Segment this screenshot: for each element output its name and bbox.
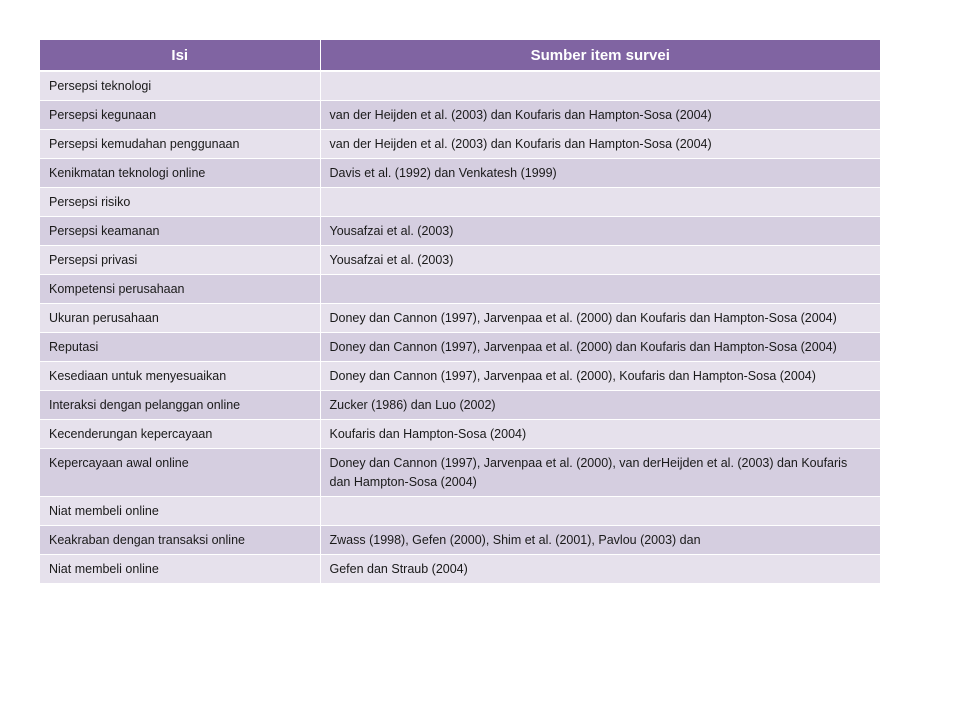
table-row — [40, 526, 880, 555]
cell-isi: Reputasi — [40, 333, 320, 362]
table-row — [40, 217, 880, 246]
table-row — [40, 497, 880, 526]
table-row — [40, 391, 880, 420]
cell-sumber: Zucker (1986) dan Luo (2002) — [320, 391, 880, 420]
cell-isi: Persepsi risiko — [40, 188, 320, 217]
table-row — [40, 101, 880, 130]
table-header-row — [40, 40, 880, 71]
cell-sumber — [320, 497, 880, 526]
table-row — [40, 159, 880, 188]
cell-sumber: Yousafzai et al. (2003) — [320, 246, 880, 275]
cell-sumber: Gefen dan Straub (2004) — [320, 555, 880, 584]
table-row — [40, 420, 880, 449]
cell-isi: Persepsi keamanan — [40, 217, 320, 246]
cell-sumber: van der Heijden et al. (2003) dan Koufaris dan Hampton-Sosa (2004) — [320, 130, 880, 159]
cell-sumber: Zwass (1998), Gefen (2000), Shim et al. (2001), Pavlou (2003) dan — [320, 526, 880, 555]
cell-isi: Persepsi kegunaan — [40, 101, 320, 130]
cell-isi: Kompetensi perusahaan — [40, 275, 320, 304]
table-row — [40, 362, 880, 391]
cell-isi: Kesediaan untuk menyesuaikan — [40, 362, 320, 391]
cell-isi: Kenikmatan teknologi online — [40, 159, 320, 188]
cell-isi: Niat membeli online — [40, 497, 320, 526]
cell-sumber — [320, 71, 880, 101]
cell-isi: Ukuran perusahaan — [40, 304, 320, 333]
table-row — [40, 71, 880, 101]
cell-isi: Persepsi privasi — [40, 246, 320, 275]
cell-sumber: Davis et al. (1992) dan Venkatesh (1999) — [320, 159, 880, 188]
cell-isi: Persepsi kemudahan penggunaan — [40, 130, 320, 159]
cell-isi: Niat membeli online — [40, 555, 320, 584]
table-row — [40, 188, 880, 217]
table-row — [40, 304, 880, 333]
cell-isi: Keakraban dengan transaksi online — [40, 526, 320, 555]
cell-sumber: Yousafzai et al. (2003) — [320, 217, 880, 246]
cell-sumber: Doney dan Cannon (1997), Jarvenpaa et al. (2000) dan Koufaris dan Hampton-Sosa (2004) — [320, 333, 880, 362]
table-row — [40, 275, 880, 304]
survey-source-table — [40, 40, 880, 584]
cell-isi: Kepercayaan awal online — [40, 449, 320, 497]
table-row — [40, 130, 880, 159]
table-row — [40, 333, 880, 362]
cell-sumber: van der Heijden et al. (2003) dan Koufaris dan Hampton-Sosa (2004) — [320, 101, 880, 130]
table-row — [40, 449, 880, 497]
cell-isi: Persepsi teknologi — [40, 71, 320, 101]
cell-isi: Interaksi dengan pelanggan online — [40, 391, 320, 420]
cell-sumber — [320, 275, 880, 304]
header-sumber: Sumber item survei — [320, 40, 880, 71]
cell-sumber — [320, 188, 880, 217]
cell-sumber: Doney dan Cannon (1997), Jarvenpaa et al. (2000), van derHeijden et al. (2003) dan Koufaris dan Hampton-Sosa (2004) — [320, 449, 880, 497]
cell-sumber: Koufaris dan Hampton-Sosa (2004) — [320, 420, 880, 449]
cell-isi: Kecenderungan kepercayaan — [40, 420, 320, 449]
table-row — [40, 246, 880, 275]
table-row — [40, 555, 880, 584]
cell-sumber: Doney dan Cannon (1997), Jarvenpaa et al. (2000) dan Koufaris dan Hampton-Sosa (2004) — [320, 304, 880, 333]
header-isi: Isi — [40, 40, 320, 71]
cell-sumber: Doney dan Cannon (1997), Jarvenpaa et al. (2000), Koufaris dan Hampton-Sosa (2004) — [320, 362, 880, 391]
